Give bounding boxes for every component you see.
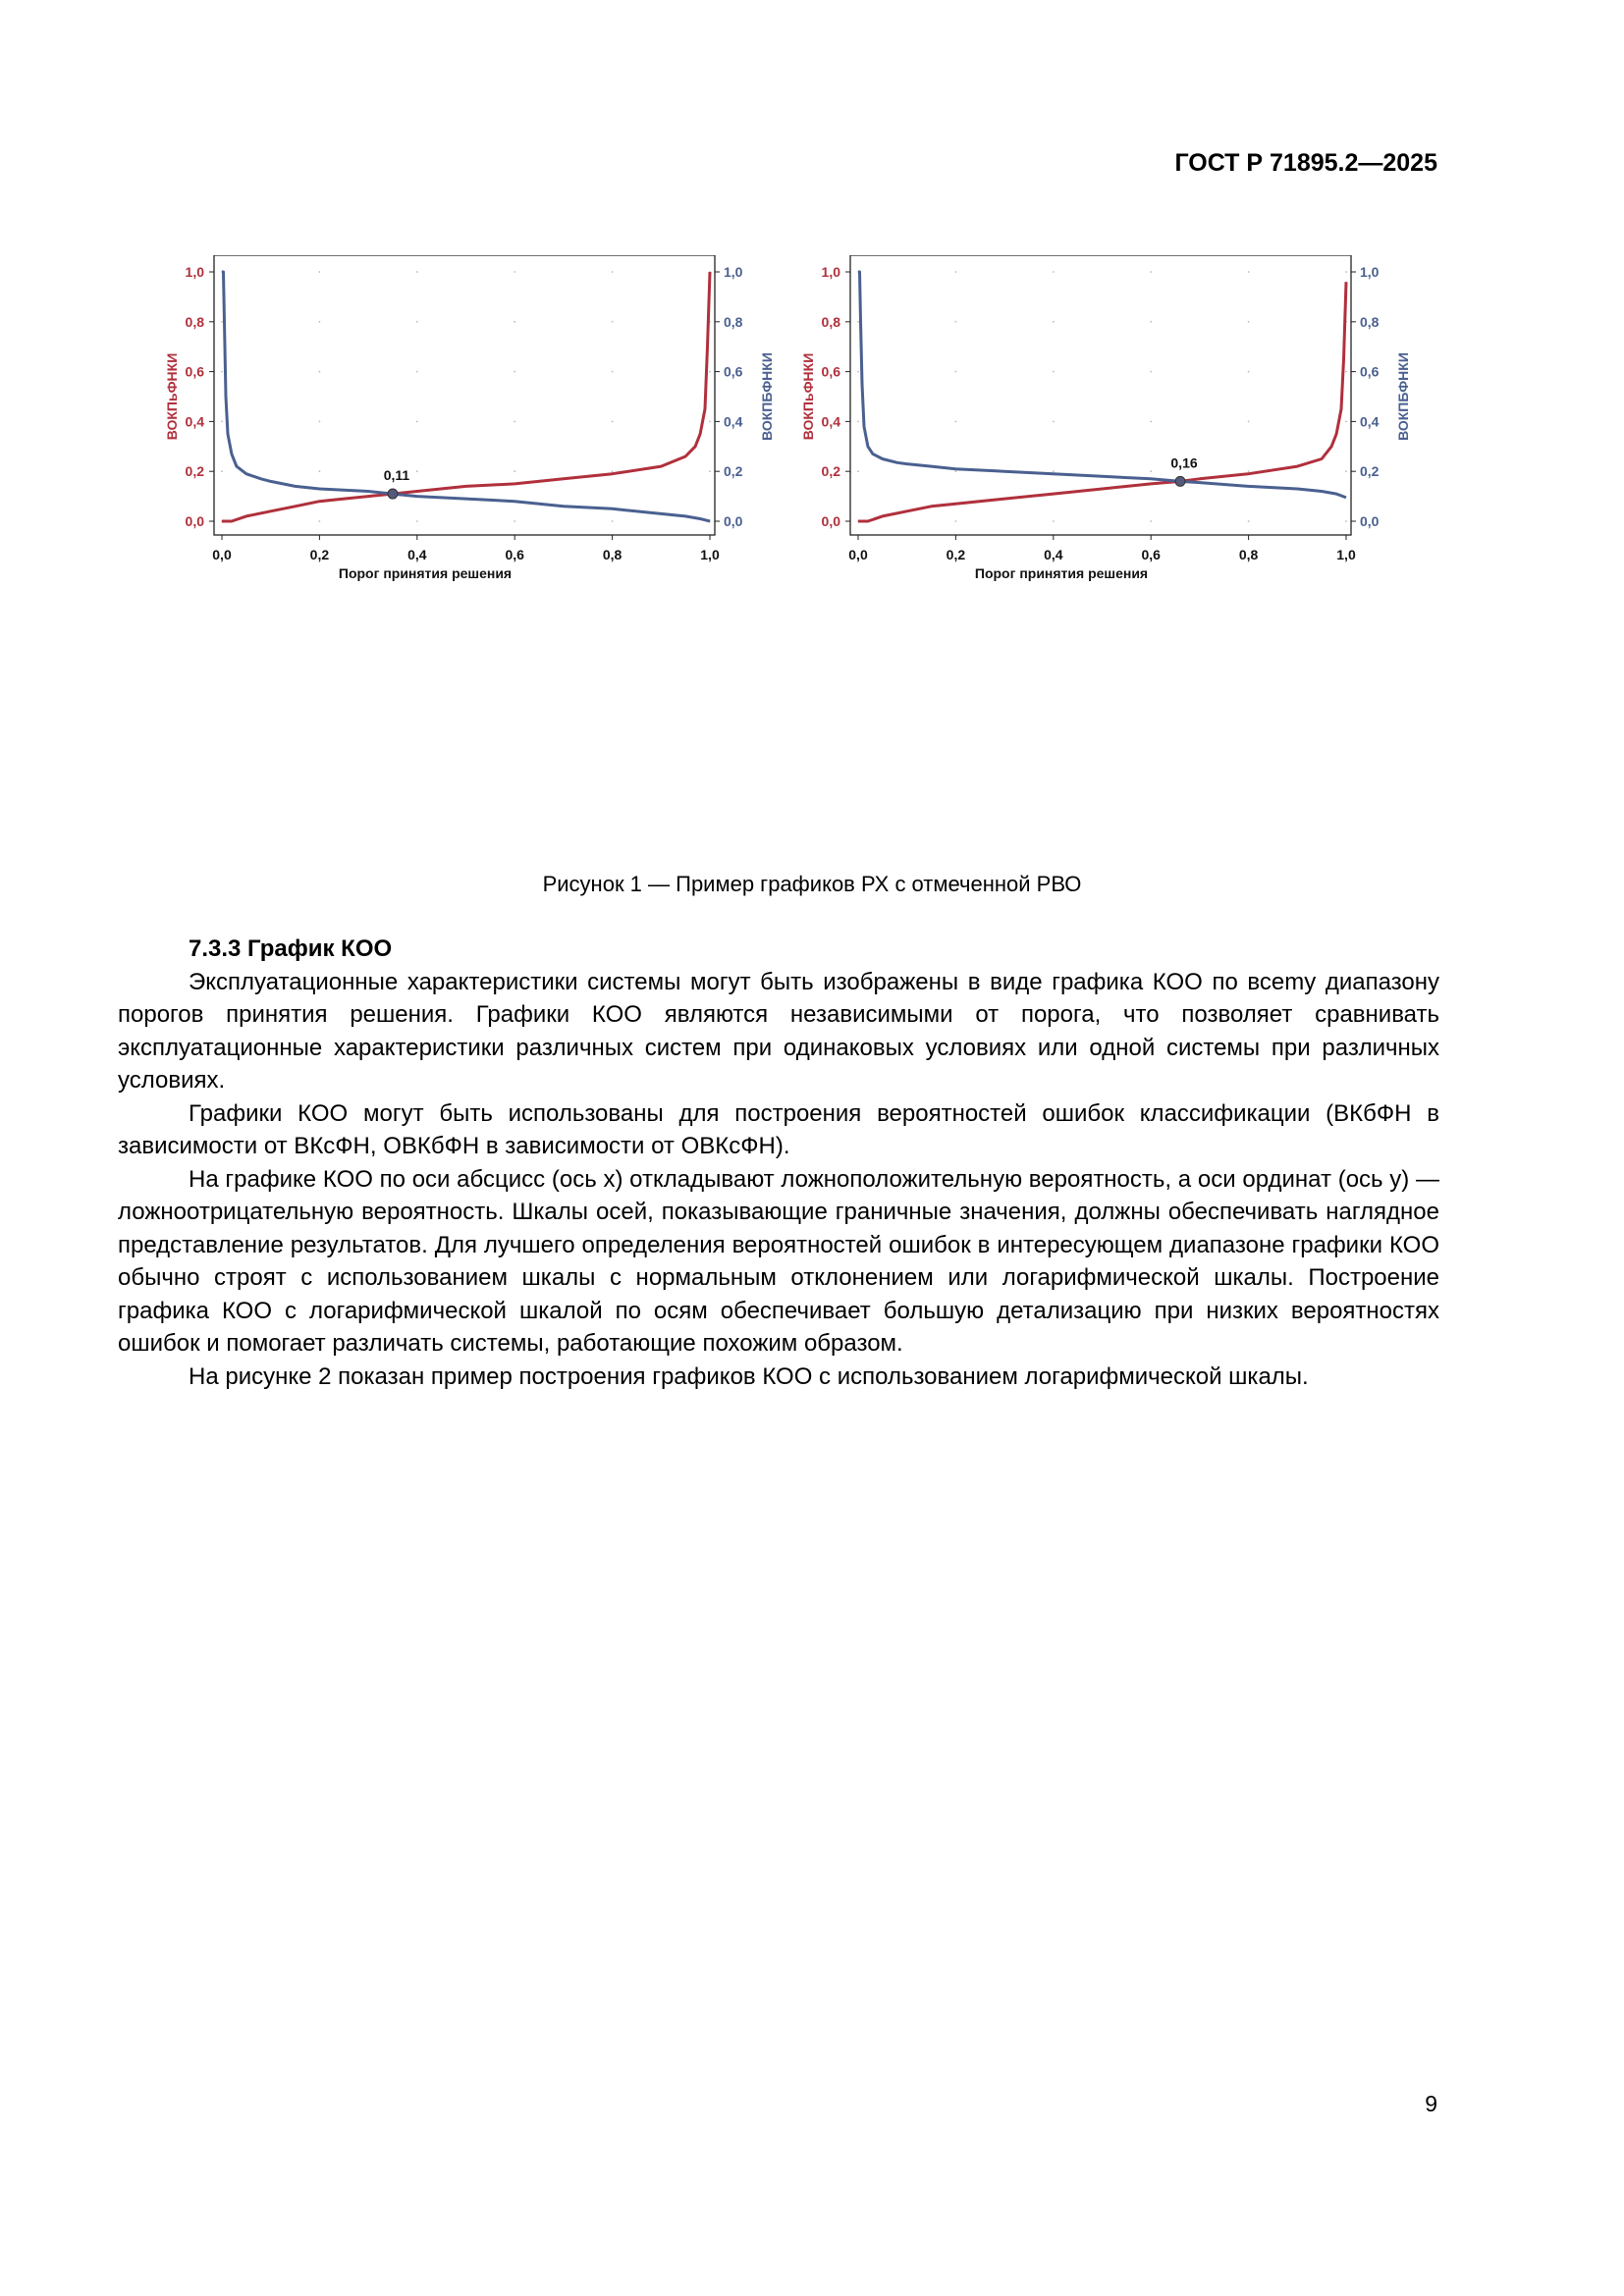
grid-dot [416,271,418,273]
y-tick-label-right: 0,8 [724,313,743,330]
paragraph: На графике КОО по оси абсцисс (ось x) откладывают ложноположительную вероятность, а оси ординат (ось y) — ложноотрицательную вероятность. Шкалы осей, показывающие граничные значения, должны обеспечивать наглядное представление результатов. Для лучшего определения вероятностей ошибок в интересующем диапазоне графики КОО обычно строят с использованием шкалы с нормальным отклонением или логарифмической шкалы. Построение графика КОО с логарифмической шкалой по осям обеспечивает большую детализацию при низких вероятностях ошибок и помогает различать системы, работающие похожим образом. [118,1165,1439,1357]
grid-dot [319,321,321,323]
grid-dot [1248,271,1250,273]
x-tick-label: 0,8 [602,547,623,562]
x-tick-label: 0,8 [1238,547,1259,562]
y-tick-label-right: 1,0 [724,264,743,280]
grid-dot [857,421,859,423]
series-red-line [858,282,1346,521]
grid-dot [319,271,321,273]
grid-dot [1345,421,1347,423]
grid-dot [221,421,223,423]
grid-dot [955,321,957,323]
y-tick-label-right: 0,0 [724,513,743,529]
grid-dot [1345,271,1347,273]
grid-dot [514,271,515,273]
grid-dot [1248,421,1250,423]
y-tick-label-left: 0,6 [821,363,840,380]
section-title: 7.3.3 График КОО [189,935,393,962]
series-blue-line [858,272,1346,498]
x-tick-label: 0,2 [946,547,966,562]
grid-dot [416,321,418,323]
grid-dot [955,470,957,472]
y-tick-label-left: 0,8 [821,313,840,330]
y-tick-label-left: 0,0 [821,513,840,529]
grid-dot [709,470,711,472]
grid-dot [1248,321,1250,323]
grid-dot [1150,321,1152,323]
grid-dot [955,421,957,423]
y-tick-label-right: 0,2 [1360,463,1380,480]
grid-dot [955,271,957,273]
plot-frame [214,255,715,535]
paragraph: Эксплуатационные характеристики системы могут быть изображены в виде графика КОО по всеmу диапазону порогов принятия решения. Графики КОО являются независимыми от порога, что позволяет сравнивать эксплуатационные характеристики различных систем при одинаковых условиях или одной системы при различных условиях. [118,968,1439,1094]
grid-dot [514,421,515,423]
y-tick-label-right: 0,6 [724,363,743,380]
x-axis-label: Порог принятия решения [974,565,1149,581]
y-tick-label-right: 0,4 [724,413,743,430]
grid-dot [1150,271,1152,273]
chart-left [147,255,776,844]
series-blue-line [222,272,710,521]
grid-dot [612,371,614,373]
grid-dot [416,421,418,423]
grid-dot [1150,421,1152,423]
x-tick-label: 1,0 [700,547,720,562]
plot-frame [850,255,1351,535]
grid-dot [1248,371,1250,373]
grid-dot [1150,470,1152,472]
grid-dot [857,321,859,323]
y-tick-label-left: 0,8 [185,313,204,330]
y-tick-label-right: 0,6 [1360,363,1380,380]
grid-dot [1150,520,1152,522]
grid-dot [612,321,614,323]
grid-dot [1248,520,1250,522]
y-tick-label-left: 0,6 [185,363,204,380]
grid-dot [1053,421,1055,423]
x-tick-label: 0,6 [1141,547,1161,562]
figure-caption: Рисунок 1 — Пример графиков РХ с отмеченной РВО [542,872,1082,896]
chart-right [784,255,1412,844]
x-tick-label: 0,2 [309,547,330,562]
x-tick-label: 0,4 [407,547,427,562]
grid-dot [1053,520,1055,522]
grid-dot [1345,470,1347,472]
crossing-point [1175,476,1185,486]
grid-dot [612,421,614,423]
grid-dot [612,520,614,522]
grid-dot [857,470,859,472]
standard-code: ГОСТ Р 71895.2—2025 [1174,149,1437,177]
y-tick-label-left: 0,2 [821,463,840,480]
grid-dot [221,371,223,373]
crossing-point [388,489,398,499]
y-tick-label-right: 0,8 [1360,313,1380,330]
grid-dot [221,321,223,323]
y-axis-label-left: ВОКПьФНКИ [164,352,180,441]
grid-dot [221,470,223,472]
grid-dot [955,371,957,373]
grid-dot [416,470,418,472]
x-axis-label: Порог принятия решения [338,565,513,581]
x-tick-label: 0,0 [212,547,232,562]
y-axis-label-right: ВОКПБФНКИ [1395,352,1411,441]
y-tick-label-right: 0,2 [724,463,743,480]
x-tick-label: 0,6 [505,547,524,562]
y-tick-label-left: 1,0 [821,264,840,280]
grid-dot [1053,321,1055,323]
y-axis-label-right: ВОКПБФНКИ [759,352,775,441]
grid-dot [514,371,515,373]
y-tick-label-right: 0,0 [1360,513,1380,529]
grid-dot [612,470,614,472]
grid-dot [1053,271,1055,273]
grid-dot [1150,371,1152,373]
grid-dot [1053,371,1055,373]
paragraph: На рисунке 2 показан пример построения графиков КОО с использованием логарифмической шкалы. [189,1362,1309,1390]
x-tick-label: 1,0 [1336,547,1356,562]
y-axis-label-left: ВОКПьФНКИ [800,352,816,441]
x-tick-label: 0,0 [848,547,868,562]
section-7-3-3 [118,933,1439,1393]
grid-dot [1345,371,1347,373]
series-red-line [222,272,710,521]
x-tick-label: 0,4 [1044,547,1063,562]
grid-dot [319,371,321,373]
grid-dot [857,371,859,373]
crossing-label: 0,16 [1170,454,1198,471]
grid-dot [1053,470,1055,472]
grid-dot [1248,470,1250,472]
y-tick-label-right: 0,4 [1360,413,1380,430]
y-tick-label-right: 1,0 [1360,264,1380,280]
grid-dot [955,520,957,522]
grid-dot [709,421,711,423]
paragraph: Графики КОО могут быть использованы для построения вероятностей ошибок классификации (ВКбФН в зависимости от ВКсФН, ОВКбФН в зависимости от ОВКсФН). [118,1099,1439,1159]
grid-dot [709,371,711,373]
grid-dot [1345,520,1347,522]
y-tick-label-left: 0,4 [821,413,840,430]
y-tick-label-left: 0,0 [185,513,204,529]
y-tick-label-left: 1,0 [185,264,204,280]
grid-dot [319,520,321,522]
grid-dot [416,371,418,373]
grid-dot [514,470,515,472]
grid-dot [319,470,321,472]
grid-dot [319,421,321,423]
y-tick-label-left: 0,4 [185,413,204,430]
y-tick-label-left: 0,2 [185,463,204,480]
grid-dot [514,520,515,522]
grid-dot [612,271,614,273]
grid-dot [416,520,418,522]
page-number: 9 [1425,2091,1437,2116]
crossing-label: 0,11 [383,467,410,484]
grid-dot [514,321,515,323]
